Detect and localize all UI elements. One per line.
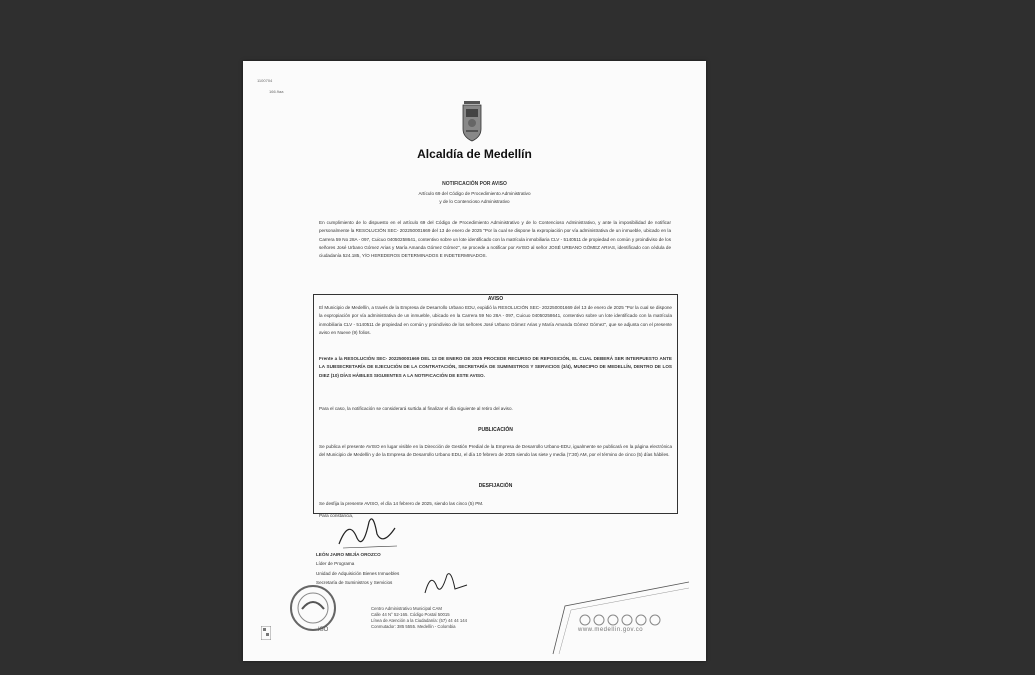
doc-code-1: 1100704 <box>257 78 273 83</box>
footer-line-3: Línea de Atención a la Ciudadanía: (57) 44 44 144 <box>371 618 468 623</box>
signer-unit-1: Unidad de Adquisición Bienes Inmuebles <box>316 571 400 576</box>
intro-paragraph: En cumplimiento de lo dispuesto en el artículo 69 del Código de Procedimiento Administrativo y de lo Contencioso Administrativo, y ante la imposibilidad de notificar personalmente la RESOLUCIÓN SEC- 202250001669 del 13 de enero de 2025 "Por la cual se dispone la expropiación por vía administrativa de un inmueble, ubicado en la Carrera 59 No 28A - 097, Cuicuo 04050258641, contentivo sobre un lote identificado con la matrícula inmobiliaria CLV - 5140511 de propiedad en común y proindiviso de los señores José Urbano Gómez Arias y María Amanda Gómez Gómez", se procede a notificar por AVISO al señor JOSÉ URBANO GÓMEZ ARIAS, identificado con cédula de ciudadanía 524.185, Y/O HEREDEROS DETERMINADOS E INDETERMINADOS. <box>319 220 671 259</box>
svg-text:ISO: ISO <box>318 627 329 633</box>
aviso-title: AVISO <box>487 296 504 302</box>
footer-line-2: Calle 44 N° 52-165. Código Postal 50015 <box>371 612 450 617</box>
publication-title: PUBLICACIÓN <box>478 427 513 433</box>
viewer-background <box>0 0 1035 60</box>
qr-code-icon <box>261 626 271 640</box>
handwritten-signature <box>335 508 405 552</box>
medellin-crest-icon <box>461 99 483 143</box>
notice-title: NOTIFICACIÓN POR AVISO <box>442 181 507 187</box>
website-url: www.medellin.gov.co <box>578 627 644 633</box>
social-media-icons <box>578 613 678 627</box>
footer-line-4: Conmutador: 385 5555. Medellín - Colombia <box>371 624 456 629</box>
publication-paragraph: Se publica el presente AVISO en lugar visible en la Dirección de Gestión Predial de la Empresa de Desarrollo Urbano-EDU, igualmente se publicará en la página electrónica del Municipio de Medellín y de la Empresa de Desarrollo Urbano EDU, el día 10 febrero de 2025 siendo las siete y media (7:30) AM, por el término de cinco (5) días hábiles. <box>319 444 672 458</box>
closing-text: Para constancia, <box>319 513 354 518</box>
signer-name: LEÓN JAIRO MEJÍA OROZCO <box>316 552 381 557</box>
footer-address <box>371 606 467 630</box>
document-page <box>243 61 706 661</box>
signer-role: Líder de Programa <box>316 561 355 566</box>
certification-seal-icon <box>288 583 338 633</box>
aviso-paragraph-1: El Municipio de Medellín, a través de la Empresa de Desarrollo Urbano EDU, expidió la RESOLUCIÓN SEC- 202250001669 del 13 de enero de 2025 "Por la cual se dispone la expropiación por vía administrativa de un inmueble, ubicado en la Carrera 59 No 28A - 097, Cuicuo 04050258641, contentivo sobre un lote identificado con la matrícula inmobiliaria CLV - 5140511 de propiedad en común y proindiviso de los señores José Urbano Gómez Arias y María Amanda Gómez Gómez", que se adjunta con el presente aviso en Nueve (9) folios. <box>319 305 672 335</box>
unpublication-paragraph: Se desfija la presente AVISO, el día 14 febrero de 2025, siendo las cinco (5) PM. <box>319 501 484 506</box>
unpublication-title: DESFIJACIÓN <box>478 483 513 489</box>
doc-code-2: 166.9aa <box>269 89 284 94</box>
aviso-paragraph-3: Para el caso, la notificación se considerará surtida al finalizar el día siguiente al retiro del aviso. <box>319 406 513 411</box>
signer-unit-2: Secretaría de Suministros y Servicios <box>316 580 393 585</box>
notice-subtitle-1: Artículo 69 del Código de Procedimiento Administrativo <box>418 191 531 196</box>
brand-title: Alcaldía de Medellín <box>417 147 532 161</box>
initials-signature <box>421 567 471 597</box>
footer-line-1: Centro Administrativo Municipal CAM <box>371 606 442 611</box>
aviso-paragraph-2: Frente a la RESOLUCIÓN SEC- 202250001669 DEL 13 DE ENERO DE 2025 PROCEDE RECURSO DE REPOSICIÓN, EL CUAL DEBERÁ SER INTERPUESTO ANTE LA SUBSECRETARÍA DE EJECUCIÓN DE LA CONTRATACIÓN, SECRETARÍA DE SUMINISTROS Y SERVICIOS (3/4), MUNICIPIO DE MEDELLÍN, DENTRO DE LOS DIEZ (10) DÍAS HÁBILES SIGUIENTES A LA NOTIFICACIÓN DE ESTE AVISO. <box>319 356 672 378</box>
aviso-box <box>313 294 678 514</box>
notice-subtitle-2: y de lo Contencioso Administrativo <box>439 199 510 204</box>
